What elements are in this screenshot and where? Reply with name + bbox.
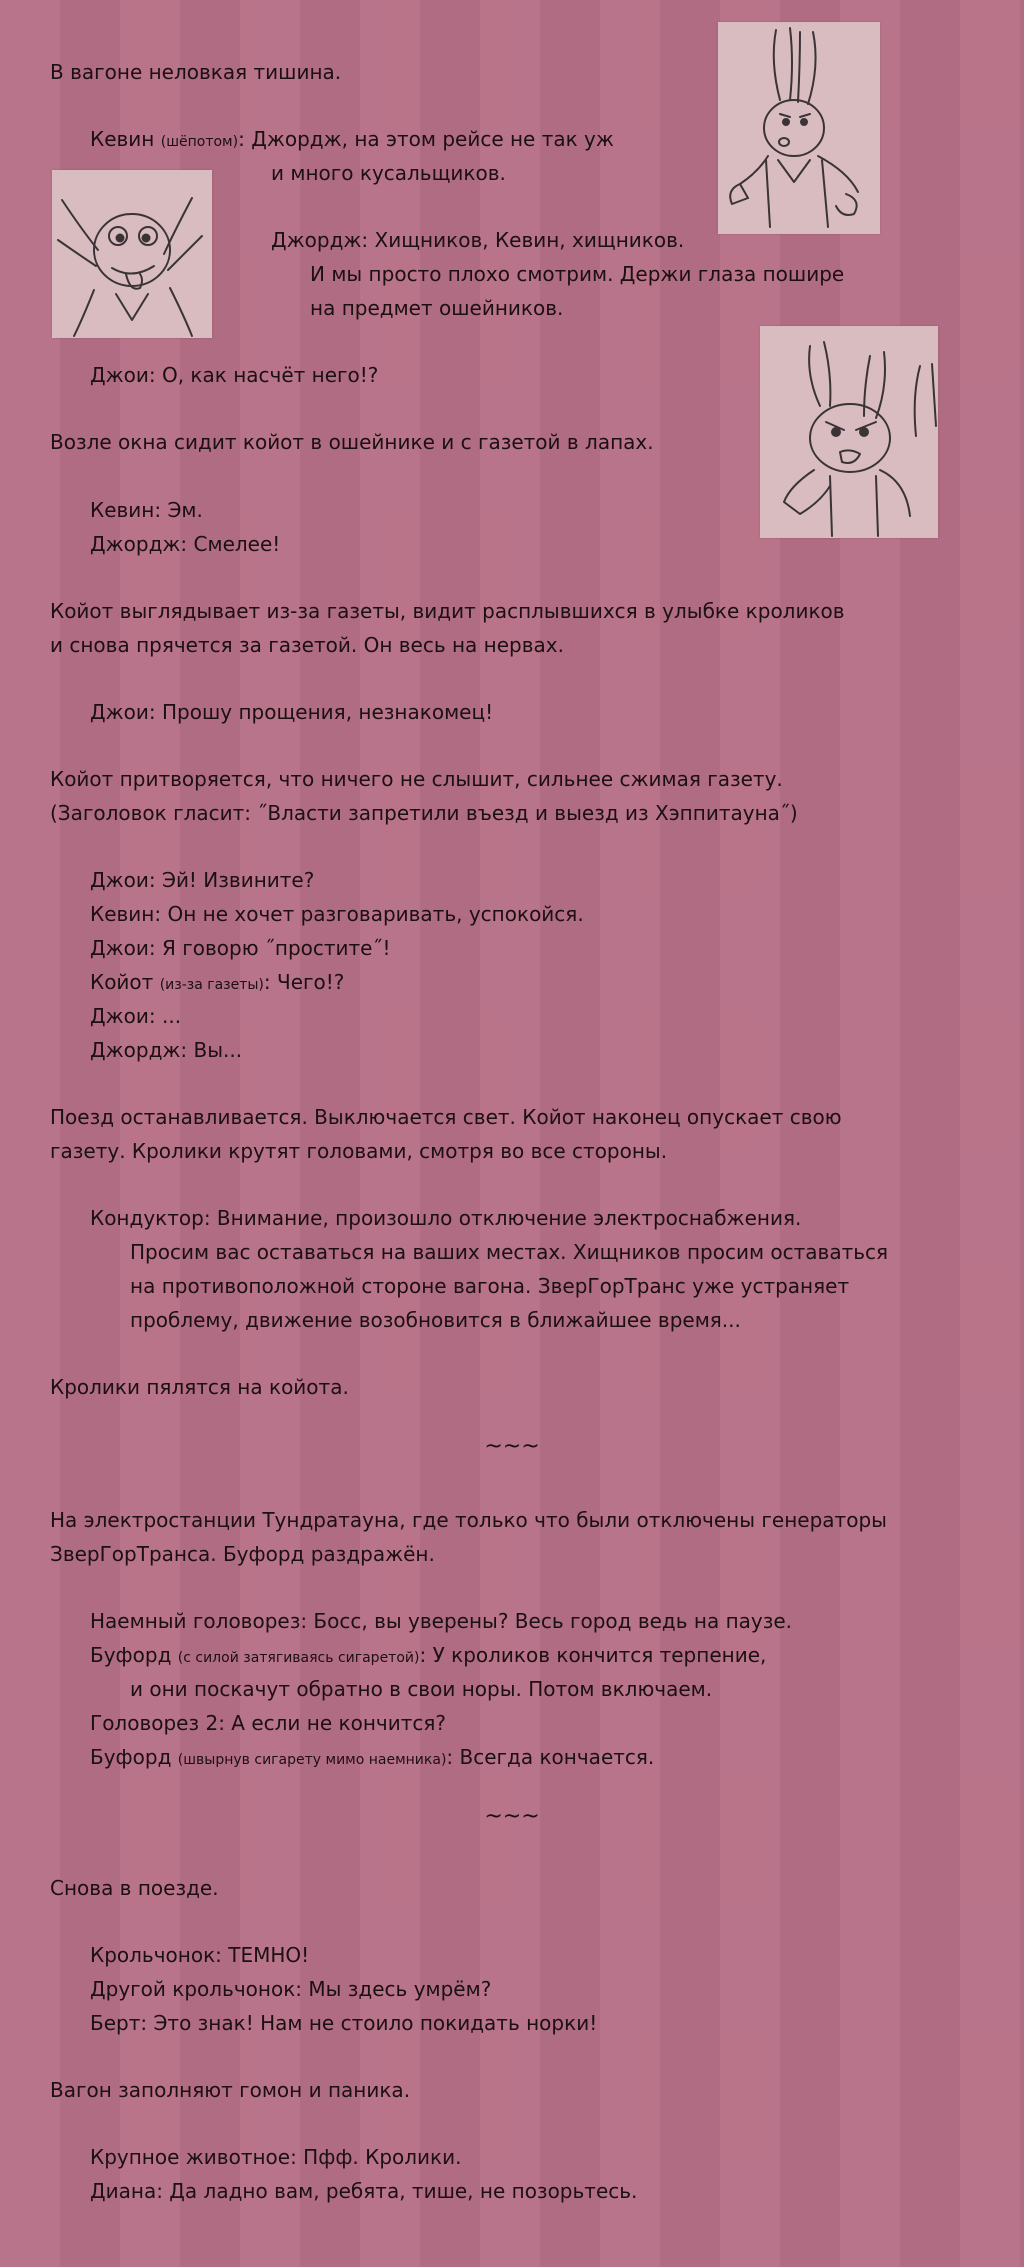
dialogue-george: Джордж: Вы...: [90, 1038, 243, 1062]
dialogue-diana: Диана: Да ладно вам, ребята, тише, не позорьтесь.: [90, 2179, 638, 2203]
dialogue-kevin-whisper: [90, 122, 614, 159]
dialogue-joey: Джои: О, как насчёт него!?: [90, 363, 379, 387]
dialogue-buford: [90, 1740, 654, 1777]
dialogue-bert: Берт: Это знак! Нам не стоило покидать норки!: [90, 2011, 598, 2035]
dialogue-text: : У кроликов кончится терпение,: [419, 1643, 767, 1667]
narration-line: Снова в поезде.: [50, 1876, 219, 1900]
sketch-illustration-joey: [52, 170, 212, 338]
sketch-illustration-george: [718, 22, 880, 234]
narration-line: (Заголовок гласит: ˝Власти запретили въезд и выезд из Хэппитауна˝): [50, 801, 798, 825]
dialogue-text: : Чего!?: [263, 970, 345, 994]
dialogue-joey: Джои: Я говорю ˝простите˝!: [90, 936, 391, 960]
dialogue-joey: Джои: Прошу прощения, незнакомец!: [90, 700, 494, 724]
narration-line: На электростанции Тундратауна, где только что были отключены генераторы: [50, 1508, 887, 1532]
scene-separator: ~~~: [484, 1434, 540, 1459]
dialogue-text: : Всегда кончается.: [446, 1745, 655, 1769]
dialogue-kevin: Кевин: Он не хочет разговаривать, успокойся.: [90, 902, 584, 926]
dialogue-continuation: И мы просто плохо смотрим. Держи глаза пошире: [310, 262, 845, 286]
dialogue-continuation: на предмет ошейников.: [310, 296, 564, 320]
dialogue-coyote: [90, 965, 344, 1002]
narration-line: и снова прячется за газетой. Он весь на нервах.: [50, 633, 564, 657]
narration-line: Возле окна сидит койот в ошейнике и с газетой в лапах.: [50, 430, 654, 454]
speaker-name: Буфорд: [90, 1745, 172, 1769]
dialogue-continuation: и много кусальщиков.: [271, 161, 506, 185]
dialogue-text: : Джордж, на этом рейсе не так уж: [238, 127, 614, 151]
narration-line: Вагон заполняют гомон и паника.: [50, 2078, 411, 2102]
dialogue-joey: Джои: ...: [90, 1004, 182, 1028]
stage-direction: (швырнув сигарету мимо наемника): [177, 1752, 447, 1768]
speaker-name: Кевин: [90, 127, 155, 151]
narration-line: газету. Кролики крутят головами, смотря во все стороны.: [50, 1139, 668, 1163]
narration-line: Поезд останавливается. Выключается свет. Койот наконец опускает свою: [50, 1105, 842, 1129]
dialogue-joey: Джои: Эй! Извините?: [90, 868, 315, 892]
sketch-illustration-kevin: [760, 326, 938, 538]
dialogue-bunny: Крольчонок: ТЕМНО!: [90, 1943, 310, 1967]
dialogue-kevin: Кевин: Эм.: [90, 498, 203, 522]
dialogue-continuation: проблему, движение возобновится в ближайшее время...: [130, 1308, 741, 1332]
narration-line: В вагоне неловкая тишина.: [50, 60, 342, 84]
narration-line: ЗверГорТранса. Буфорд раздражён.: [50, 1542, 435, 1566]
speaker-name: Койот: [90, 970, 154, 994]
dialogue-george: Джордж: Хищников, Кевин, хищников.: [271, 228, 685, 252]
dialogue-thug: Наемный головорез: Босс, вы уверены? Весь город ведь на паузе.: [90, 1609, 793, 1633]
stage-direction: (из-за газеты): [159, 977, 264, 993]
dialogue-continuation: и они поскачут обратно в свои норы. Потом включаем.: [130, 1677, 713, 1701]
dialogue-george: Джордж: Смелее!: [90, 532, 281, 556]
narration-line: Койот выглядывает из-за газеты, видит расплывшихся в улыбке кроликов: [50, 599, 845, 623]
narration-line: Койот притворяется, что ничего не слышит, сильнее сжимая газету.: [50, 767, 783, 791]
speaker-name: Буфорд: [90, 1643, 172, 1667]
stage-direction: (с силой затягиваясь сигаретой): [177, 1650, 420, 1666]
dialogue-thug-2: Головорез 2: А если не кончится?: [90, 1711, 447, 1735]
dialogue-continuation: Просим вас оставаться на ваших местах. Хищников просим оставаться: [130, 1240, 889, 1264]
dialogue-buford: [90, 1638, 766, 1675]
dialogue-other-bunny: Другой крольчонок: Мы здесь умрём?: [90, 1977, 492, 2001]
narration-line: Кролики пялятся на койота.: [50, 1375, 349, 1399]
dialogue-large-animal: Крупное животное: Пфф. Кролики.: [90, 2145, 462, 2169]
dialogue-conductor: Кондуктор: Внимание, произошло отключение электроснабжения.: [90, 1206, 802, 1230]
scene-separator: ~~~: [484, 1804, 540, 1829]
dialogue-continuation: на противоположной стороне вагона. ЗверГорТранс уже устраняет: [130, 1274, 850, 1298]
stage-direction: (шёпотом): [160, 134, 239, 150]
